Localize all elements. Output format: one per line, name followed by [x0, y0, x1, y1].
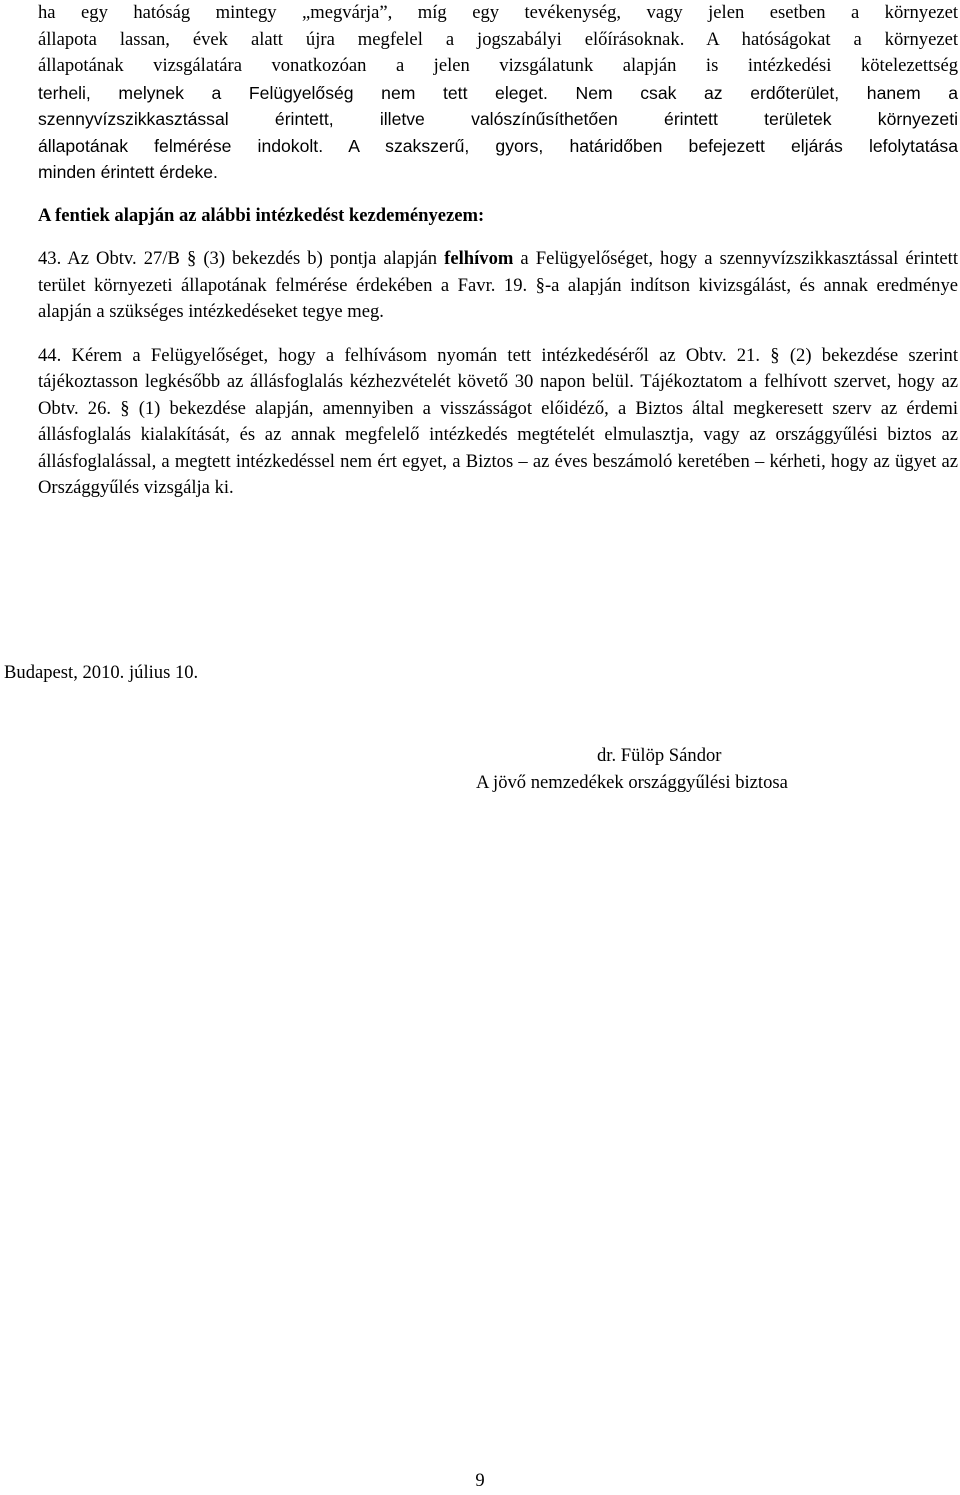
intro-line: állapotának felmérése indokolt. A szakszerű, gyors, határidőben befejezett eljárás lefolytatása	[38, 135, 958, 156]
place-and-date: Budapest, 2010. július 10.	[4, 662, 199, 683]
intro-line: állapota lassan, évek alatt újra megfelel a jogszabályi előírásoknak. A hatóságokat a környezet	[38, 28, 958, 50]
item-43-text-start: 43. Az Obtv. 27/B § (3) bekezdés b) pontja alapján	[38, 248, 445, 269]
signature-block	[476, 743, 788, 796]
section-heading: A fentiek alapján az alábbi intézkedést kezdeményezem:	[38, 204, 485, 226]
measure-item-43	[38, 246, 958, 326]
page-number: 9	[475, 1470, 485, 1491]
item-43-bold-keyword: felhívom	[444, 248, 514, 269]
signer-name: dr. Fülöp Sándor	[597, 745, 722, 766]
signer-title: A jövő nemzedékek országgyűlési biztosa	[476, 771, 788, 793]
intro-line: szennyvízszikkasztással érintett, illetve valószínűsíthetően érintett területek környezeti	[38, 109, 958, 129]
intro-line: állapotának vizsgálatára vonatkozóan a jelen vizsgálatunk alapján is intézkedési kötelezettség	[38, 55, 958, 76]
intro-line: terheli, melynek a Felügyelőség nem tett eleget. Nem csak az erdőterület, hanem a	[38, 82, 958, 103]
document-page	[38, 0, 958, 502]
measure-item-44: 44. Kérem a Felügyelőséget, hogy a felhívásom nyomán tett intézkedéséről az Obtv. 21. § (2) bekezdése szerint tájékoztasson legkésőbb az állásfoglalás kézhezvételét követő 30 napon belül. Tájékoztatom a felhívott szervet, hogy az Obtv. 26. § (1) bekezdése alapján, amennyiben a visszásságot előidéző, a Biztos által megkeresett szerv az érdemi állásfoglalás kialakítását, és az annak megfelelő intézkedés megtételét elmulasztja, vagy az országgyűlési biztos az állásfoglalással, a megtett intézkedéssel nem ért egyet, a Biztos – az éves beszámoló keretében – kérheti, hogy az ügyet az Országgyűlés vizsgálja ki.	[38, 344, 958, 498]
intro-line: minden érintett érdeke.	[38, 162, 218, 182]
intro-paragraph	[38, 0, 958, 186]
intro-line: ha egy hatóság mintegy „megvárja”, míg egy tevékenység, vagy jelen esetben a környezet	[38, 2, 958, 23]
item-43-text-end: a Felügyelőséget, hogy a szennyvízszikkasztással érintett terület környezeti állapotának felmérése érdekében a Favr. 19. §-a alapján indítson kivizsgálást, és annak eredménye alapján a szükséges intézkedéseket tegye meg.	[38, 248, 958, 322]
